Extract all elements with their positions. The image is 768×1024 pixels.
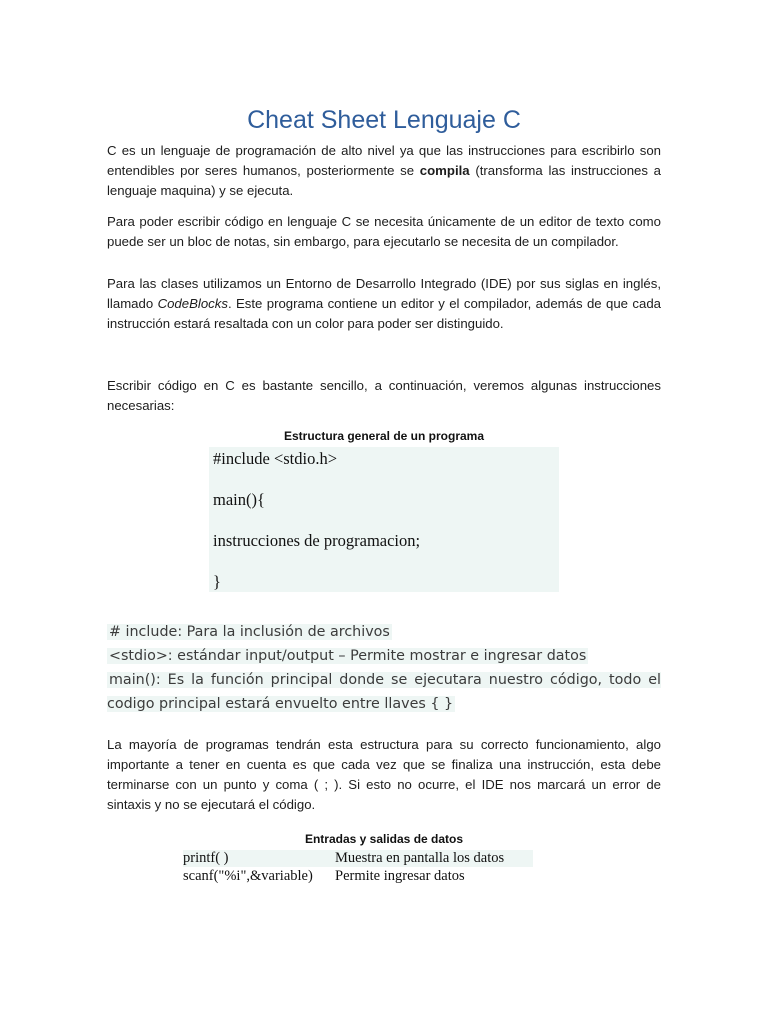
structure-caption: Estructura general de un programa: [283, 429, 485, 443]
io-function-cell: scanf("%i",&variable): [183, 867, 313, 884]
explanation-main-text: main(): Es la función principal donde se ejecutara nuestro código, todo el codigo principal estará envuelto entre llaves { }: [107, 672, 661, 712]
ide-text-2: . Este programa contiene un editor y el compilador, además de que cada instrucción estará resaltada con un color para poder ser distinguido.: [107, 296, 661, 331]
io-caption: Entradas y salidas de datos: [304, 832, 464, 846]
io-table: [183, 849, 533, 885]
intro-instructions-paragraph: Escribir código en C es bastante sencillo, a continuación, veremos algunas instrucciones necesarias:: [107, 378, 661, 413]
io-description-cell: Permite ingresar datos: [335, 867, 465, 884]
document-title: Cheat Sheet Lenguaje C: [247, 106, 521, 134]
io-row: [183, 867, 533, 885]
intro-text-1: C es un lenguaje de programación de alto nivel ya que las instrucciones para escribirlo son entendibles por seres humanos, posteriormente se: [107, 143, 661, 178]
io-description-cell: Muestra en pantalla los datos: [335, 850, 533, 867]
editor-paragraph: Para poder escribir código en lenguaje C se necesita únicamente de un editor de texto como puede ser un bloc de notas, sin embargo, para ejecutarlo se necesita de un compilador.: [107, 214, 661, 249]
code-line-include: #include <stdio.h>: [213, 449, 338, 468]
intro-bold-term: compila: [419, 163, 470, 178]
ide-paragraph: [107, 274, 661, 334]
intro-paragraph: [107, 141, 661, 201]
code-structure-box: [209, 447, 559, 592]
semicolon-paragraph: La mayoría de programas tendrán esta estructura para su correcto funcionamiento, algo importante a tener en cuenta es que cada vez que se finaliza una instrucción, esta debe terminarse con un punto y coma ( ; ). Si esto no ocurre, el IDE nos marcará un error de sintaxis y no se ejecutará el código.: [107, 737, 661, 812]
explanation-stdio: [107, 644, 661, 668]
code-line-close-brace: }: [213, 572, 221, 591]
code-line-instructions: instrucciones de programacion;: [213, 531, 421, 550]
explanation-include: [107, 620, 661, 644]
io-row: [183, 849, 533, 867]
explanation-stdio-text: <stdio>: estándar input/output – Permite mostrar e ingresar datos: [109, 648, 587, 664]
explanation-include-text: # include: Para la inclusión de archivos: [109, 624, 390, 640]
ide-text-1: Para las clases utilizamos un Entorno de Desarrollo Integrado (IDE) por sus siglas en inglés, llamado: [107, 276, 661, 311]
explanation-main: [107, 668, 661, 716]
code-line-main: main(){: [213, 490, 265, 509]
io-function-cell: printf( ): [183, 850, 335, 867]
ide-italic-term: CodeBlocks: [157, 296, 228, 311]
intro-text-2: (transforma las instrucciones a lenguaje maquina) y se ejecuta.: [107, 163, 661, 198]
